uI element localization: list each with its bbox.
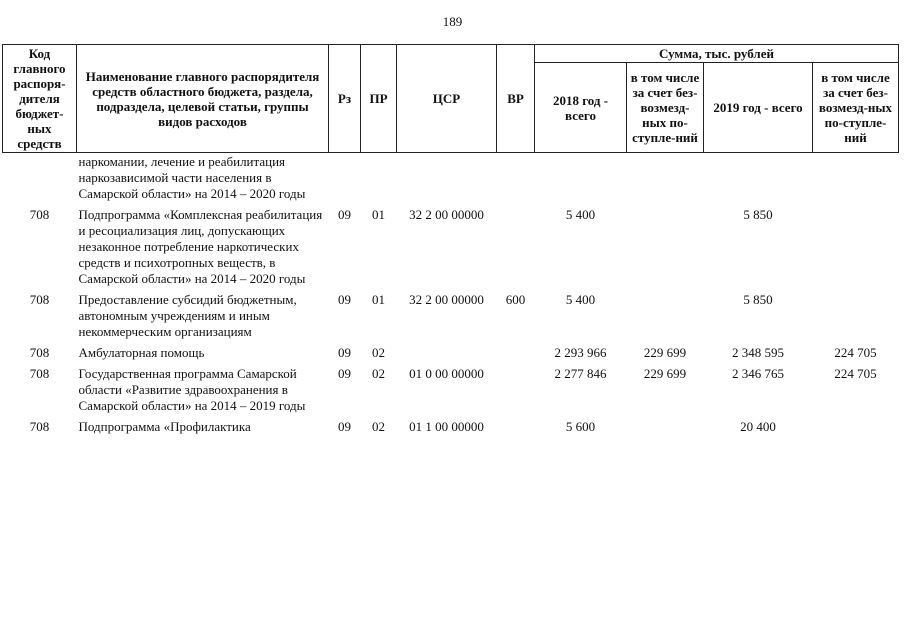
cell-csr (397, 344, 497, 365)
cell-2019-total: 5 850 (743, 292, 773, 307)
header-code: Код главного распоря-дителя бюджет-ных средств (3, 45, 77, 153)
cell-pr: 01 (372, 207, 385, 222)
cell-2019-total (704, 153, 813, 207)
table-row (3, 418, 899, 439)
cell-pr: 02 (372, 419, 385, 434)
cell-vr (497, 153, 535, 207)
cell-csr: 32 2 00 00000 (409, 207, 484, 222)
cell-2018-total: 5 400 (565, 207, 596, 222)
cell-code: 708 (29, 345, 50, 360)
cell-pr (361, 153, 397, 207)
cell-2019-total: 20 400 (740, 419, 776, 434)
cell-2019-gratuitous (813, 153, 899, 207)
header-2019-gratuitous: в том числе за счет без-возмезд-ных по-ступле-ний (813, 63, 899, 153)
table-row (3, 365, 899, 418)
cell-2019-total: 2 348 595 (732, 345, 784, 360)
budget-table (2, 44, 899, 439)
header-row-1 (3, 45, 899, 63)
header-rz: Рз (329, 45, 361, 153)
cell-2018-gratuitous (627, 206, 704, 291)
header-vr: ВР (497, 45, 535, 153)
cell-vr (497, 365, 535, 418)
cell-csr: 32 2 00 00000 (409, 292, 484, 307)
cell-vr (497, 418, 535, 439)
cell-2018-gratuitous (627, 291, 704, 344)
cell-2019-gratuitous (813, 291, 899, 344)
cell-rz (329, 153, 361, 207)
cell-2018-gratuitous (627, 418, 704, 439)
header-2018-total: 2018 год - всего (535, 63, 627, 153)
cell-code: 708 (29, 419, 50, 434)
cell-vr (497, 206, 535, 291)
cell-name: Государственная программа Самарской области «Развитие здравоохранения в Самарской области» на 2014 – 2019 годы (78, 366, 306, 413)
header-pr: ПР (361, 45, 397, 153)
page-number: 189 (442, 14, 463, 29)
cell-2018-gratuitous: 229 699 (643, 366, 687, 381)
cell-rz: 09 (338, 419, 351, 434)
cell-csr: 01 0 00 00000 (409, 366, 484, 381)
cell-2018-gratuitous (627, 153, 704, 207)
cell-2019-gratuitous: 224 705 (834, 345, 877, 360)
header-2019-total: 2019 год - всего (704, 63, 813, 153)
cell-2018-gratuitous: 229 699 (643, 345, 687, 360)
cell-rz: 09 (338, 207, 351, 222)
cell-vr (497, 344, 535, 365)
cell-name: Предоставление субсидий бюджетным, автономным учреждениям и иным некоммерческим организациям (78, 292, 297, 339)
cell-2019-gratuitous (813, 418, 899, 439)
cell-2018-total: 2 293 966 (554, 345, 607, 360)
table-row (3, 153, 899, 207)
header-sum-group: Сумма, тыс. рублей (535, 45, 899, 63)
table-header (3, 45, 899, 153)
cell-pr: 02 (372, 345, 385, 360)
cell-code: 708 (29, 366, 50, 381)
cell-2019-gratuitous (813, 206, 899, 291)
cell-code: 708 (29, 207, 50, 222)
table-row (3, 344, 899, 365)
table-row (3, 291, 899, 344)
cell-2019-total: 5 850 (743, 207, 773, 222)
cell-code (3, 153, 77, 207)
cell-rz: 09 (338, 292, 351, 307)
cell-name: Амбулаторная помощь (78, 345, 205, 360)
cell-2019-gratuitous: 224 705 (834, 366, 877, 381)
cell-name: Подпрограмма «Комплексная реабилитация и ресоциализация лиц, допускающих незаконное потребление наркотических средств и психотропных веществ, в Самарской области» на 2014 – 2020 годы (78, 207, 323, 286)
table-body (3, 153, 899, 440)
cell-pr: 02 (372, 366, 385, 381)
cell-code: 708 (29, 292, 50, 307)
cell-vr: 600 (505, 292, 526, 307)
cell-2018-total: 5 400 (565, 292, 596, 307)
cell-pr: 01 (372, 292, 385, 307)
header-name: Наименование главного распорядителя средств областного бюджета, раздела, подраздела, целевой статьи, группы видов расходов (77, 45, 329, 153)
table-row (3, 206, 899, 291)
cell-2019-total: 2 346 765 (732, 366, 784, 381)
cell-2018-total: 2 277 846 (554, 366, 607, 381)
cell-name: наркомании, лечение и реабилитация наркозависимой части населения в Самарской области» на 2014 – 2020 годы (78, 154, 306, 201)
cell-rz: 09 (338, 366, 351, 381)
cell-2018-total (535, 153, 627, 207)
cell-csr: 01 1 00 00000 (409, 419, 484, 434)
cell-csr (397, 153, 497, 207)
cell-2018-total: 5 600 (565, 419, 596, 434)
cell-rz: 09 (338, 345, 351, 360)
header-csr: ЦСР (397, 45, 497, 153)
header-2018-gratuitous: в том числе за счет без-возмезд-ных по-ступле-ний (627, 63, 704, 153)
cell-name: Подпрограмма «Профилактика (78, 419, 251, 434)
